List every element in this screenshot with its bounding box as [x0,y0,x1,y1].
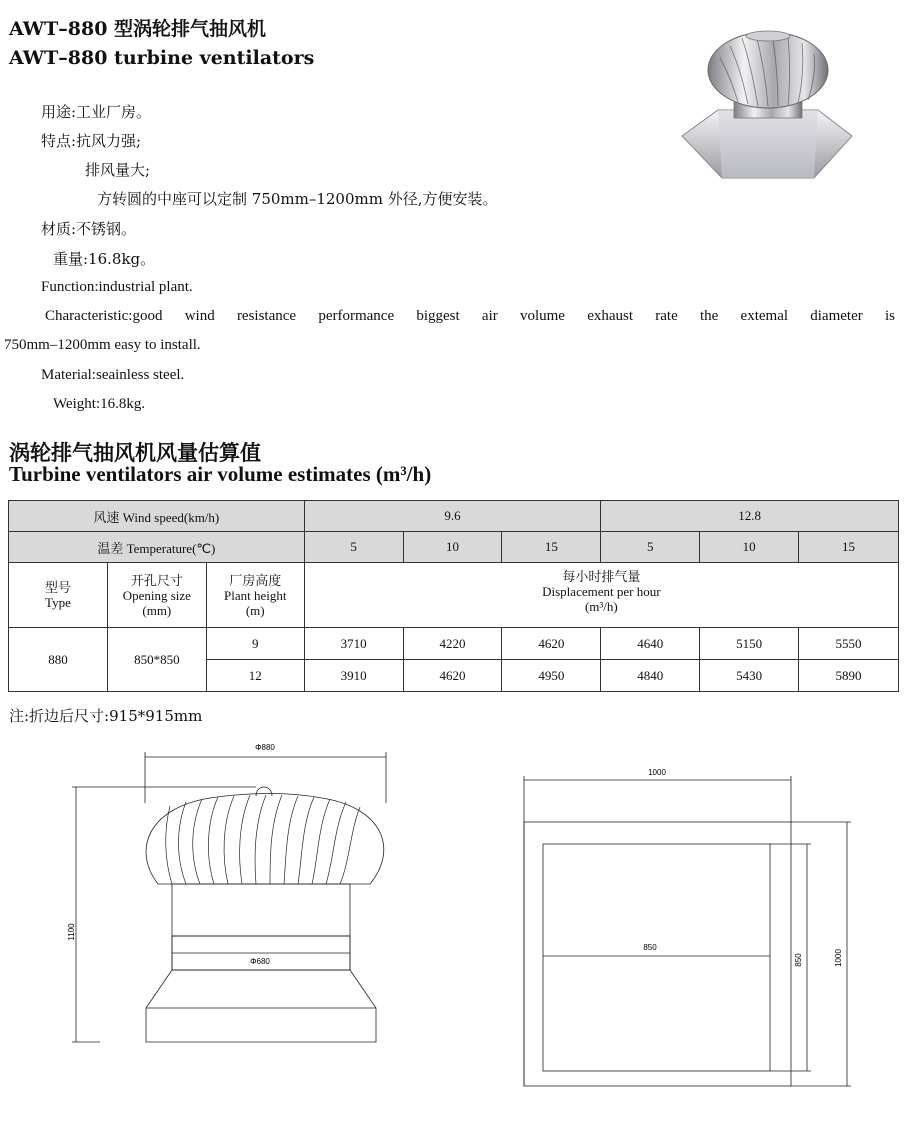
material-en-text: Material:seainless steel. [41,367,185,383]
value-cell: 3910 [304,660,403,692]
col-opening-cn: 开孔尺寸 [130,572,183,588]
col-displacement-cn: 每小时排气量 [562,569,641,584]
outer-width-label: 1000 [648,768,666,777]
temperature-label: 温差 Temperature(℃) [9,532,305,563]
col-height-unit: (m) [245,602,265,618]
plan-view-drawing [515,764,855,1094]
feature-3-text: 方转圆的中座可以定制 750mm–1200mm 外径,方便安装。 [97,190,498,208]
value-cell: 4220 [403,628,502,660]
col-type-header [9,563,108,628]
col-opening-en: Opening size [122,587,191,603]
col-displacement-en: Displacement per hour [542,584,661,599]
value-cell: 4950 [502,660,601,692]
col-opening-unit: (mm) [142,602,172,618]
value-cell: 5890 [799,660,899,692]
turbine-ventilator-photo-icon [676,18,858,184]
inner-height-label: 850 [794,953,803,967]
value-cell: 4840 [601,660,700,692]
col-displacement-unit: (m³/h) [584,599,618,614]
title-cn: AWT–880 型涡轮排气抽风机 [9,18,267,40]
height-label: 1100 [67,923,76,941]
inner-width-label: 850 [643,943,657,952]
temp-cell: 5 [601,532,700,563]
height-cell: 12 [206,660,304,692]
col-type-en: Type [45,595,71,610]
characteristic-en-text-1: Characteristic:good wind resistance performance biggest air volume exhaust rate the extemal diameter is [45,308,895,324]
title-en: AWT–880 turbine ventilators [9,47,315,69]
col-height-header [206,563,304,628]
col-height-en: Plant height [223,587,287,603]
estimates-title-cn: 涡轮排气抽风机风量估算值 [9,440,261,465]
temp-cell: 15 [799,532,899,563]
value-cell: 3710 [304,628,403,660]
characteristic-en-text-2: 750mm–1200mm easy to install. [4,337,201,353]
size-note: 注:折边后尺寸:915*915mm [9,707,203,725]
estimates-title-en: Turbine ventilators air volume estimates (m³/h) [9,462,432,486]
col-opening-header [107,563,206,628]
wind-speed-2: 12.8 [601,501,899,532]
value-cell: 4620 [403,660,502,692]
dia-base-label: Φ680 [250,957,270,966]
function-en-text: Function:industrial plant. [41,279,193,295]
temp-cell: 5 [304,532,403,563]
table-row [9,628,899,660]
col-displacement-header [304,563,898,628]
wind-speed-label: 风速 Wind speed(km/h) [9,501,305,532]
dia-top-label: Φ880 [255,743,275,752]
feature-1-text: 特点:抗风力强; [41,132,142,150]
value-cell: 5550 [799,628,899,660]
wind-speed-1: 9.6 [304,501,601,532]
value-cell: 4620 [502,628,601,660]
material-cn-text: 材质:不锈钢。 [41,220,137,238]
feature-2-text: 排风量大; [85,161,151,179]
use-text: 用途:工业厂房。 [41,103,152,121]
outer-height-label: 1000 [834,949,843,967]
temp-cell: 10 [403,532,502,563]
temp-cell: 15 [502,532,601,563]
temp-cell: 10 [700,532,799,563]
estimates-table [8,500,899,692]
col-height-cn: 厂房高度 [229,572,282,588]
weight-en-text: Weight:16.8kg. [53,396,146,412]
value-cell: 5150 [700,628,799,660]
model-cell: 880 [9,628,108,692]
value-cell: 4640 [601,628,700,660]
height-cell: 9 [206,628,304,660]
col-type-cn: 型号 [44,580,71,595]
opening-cell: 850*850 [107,628,206,692]
value-cell: 5430 [700,660,799,692]
front-elevation-drawing [60,740,400,1050]
weight-cn-text: 重量:16.8kg。 [53,250,156,268]
